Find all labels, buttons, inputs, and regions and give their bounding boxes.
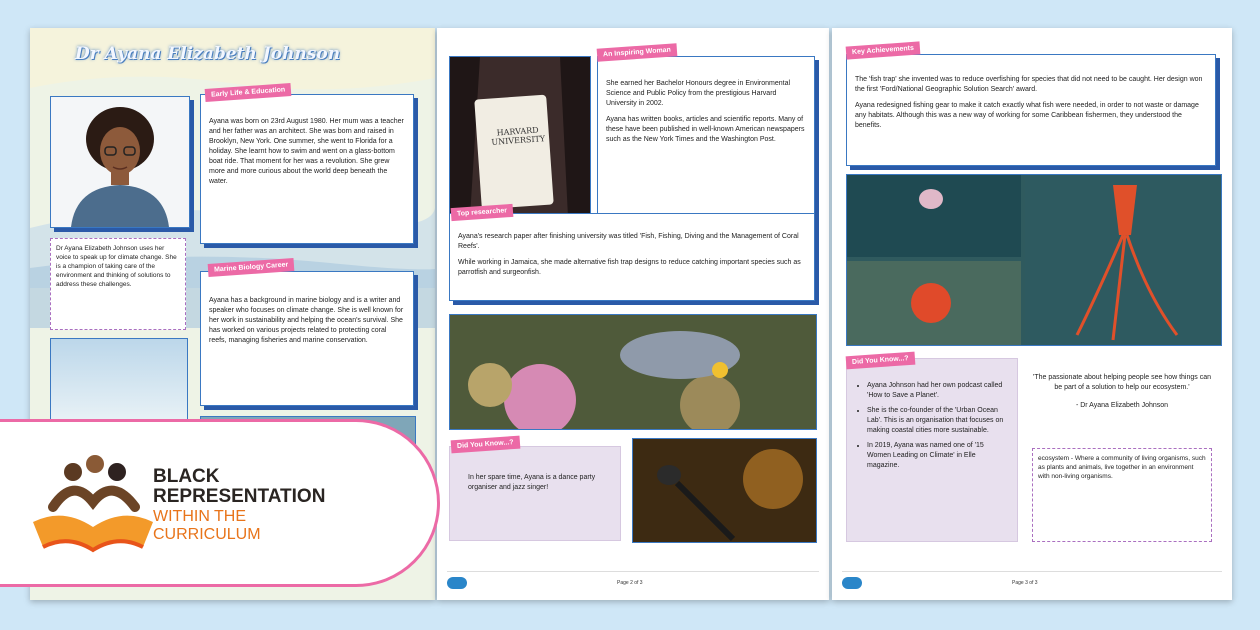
- page-two-footer: [447, 571, 819, 594]
- did-you-know-item: • She is the co-founder of the 'Urban Ocean Lab'. This is an organisation that focuses on making coastal cities more sustainable.: [867, 406, 1007, 436]
- brand-banner: [0, 419, 440, 587]
- top-researcher-tag: Top researcher: [451, 204, 514, 221]
- did-you-know-list: [857, 381, 1007, 471]
- portrait-image: [50, 96, 190, 228]
- early-life-box: [200, 94, 414, 244]
- quote-author: - Dr Ayana Elizabeth Johnson: [1075, 402, 1169, 409]
- achievements-text-2: Ayana redesigned fishing gear to make it catch exactly what fish were needed, in order to not waste or damage any habitats. Although this was a new way of working for some Caribbean fishermen, they understood the benefits.: [855, 102, 1199, 129]
- did-you-know-list-box: [846, 358, 1018, 542]
- glossary-text: ecosystem - Where a community of living organisms, such as plants and animals, live together in an environment with non-living organisms.: [1038, 455, 1206, 480]
- microphone-icon: [633, 439, 816, 542]
- early-life-tag: Early Life & Education: [205, 83, 292, 102]
- did-you-know-box: [449, 446, 621, 541]
- key-achievements-tag: Key Achievements: [846, 41, 921, 59]
- did-you-know-tag-2: Did You Know...?: [846, 352, 915, 370]
- intro-text: Dr Ayana Elizabeth Johnson uses her voice to speak up for climate change. She is a champion of taking care of the environment and thinking of solutions to address these challenges.: [56, 245, 177, 288]
- did-you-know-item: • Ayana Johnson had her own podcast called 'How to Save a Planet'.: [867, 381, 1007, 401]
- footer-page-number: Page 2 of 3: [617, 580, 643, 586]
- woman-portrait-icon: [51, 97, 189, 227]
- marine-career-box: [200, 271, 414, 406]
- footer-page-number: Page 3 of 3: [1012, 580, 1038, 586]
- harvard-sign-text: HARVARD UNIVERSITY: [491, 125, 546, 147]
- coral-reef-image: [449, 314, 817, 430]
- key-achievements-box: [846, 54, 1216, 166]
- brand-line-3: WITHIN THE: [153, 508, 247, 525]
- twinkl-logo-icon: [842, 577, 862, 589]
- inspiring-text-1: She earned her Bachelor Honours degree in Environmental Science and Public Policy from the prestigious Harvard University in 2002.: [606, 80, 791, 107]
- achievements-text-1: The 'fish trap' she invented was to reduce overfishing for species that did not need to be caught. Her design won the first 'Ford/National Geographic Solution Search' award.: [855, 76, 1203, 93]
- coral-fish-icon: [450, 315, 816, 429]
- did-you-know-item: • In 2019, Ayana was named one of '15 Women Leading on Climate' in Elle magazine.: [867, 441, 1007, 471]
- squid-fish-icon: [847, 175, 1221, 345]
- clouds-image: [50, 338, 188, 420]
- quote-block: [1032, 373, 1212, 411]
- marine-career-text: Ayana has a background in marine biology and is a writer and speaker who focuses on climate change. She is well known for her work in sustainability and helping the ocean's survival. She has worked on various projects related to protecting coral reefs, managing fisheries and marine conservation.: [209, 297, 404, 344]
- early-life-text: Ayana was born on 23rd August 1980. Her mum was a teacher and her father was an architect. She was born and raised in Brooklyn, New York. One summer, she went to Florida for a holiday. She learnt how to swim and went on a glass-bottom boat ride. That moment for her was a revolution. She grew more and more curious about the world deep beneath the water.: [209, 118, 404, 185]
- glossary-box: [1032, 448, 1212, 542]
- page-title: Dr Ayana Elizabeth Johnson: [75, 44, 341, 64]
- page-two: [437, 28, 829, 600]
- page-three-footer: [842, 571, 1222, 594]
- deep-sea-creatures-image: [846, 174, 1222, 346]
- harvard-image: [449, 56, 591, 218]
- brand-line-1: BLACK: [153, 466, 220, 487]
- did-you-know-text: In her spare time, Ayana is a dance party organiser and jazz singer!: [468, 474, 596, 491]
- did-you-know-tag: Did You Know...?: [451, 436, 520, 454]
- top-researcher-text-1: Ayana's research paper after finishing university was titled 'Fish, Fishing, Diving and the Management of Coral Reefs'.: [458, 233, 799, 250]
- intro-box: [50, 238, 186, 330]
- inspiring-woman-box: [597, 56, 815, 216]
- twinkl-logo-icon: [447, 577, 467, 589]
- book-people-logo-icon: [23, 452, 163, 562]
- quote-text: 'The passionate about helping people see how things can be part of a solution to help our ecosystem.': [1032, 374, 1212, 391]
- microphone-image: [632, 438, 817, 543]
- top-researcher-text-2: While working in Jamaica, she made alternative fish trap designs to reduce catching important species such as parrotfish and surgeonfish.: [458, 259, 801, 276]
- inspiring-woman-tag: An Inspiring Woman: [597, 43, 678, 62]
- top-researcher-box: [449, 213, 815, 301]
- brand-line-2: REPRESENTATION: [153, 486, 326, 507]
- page-three: [832, 28, 1232, 600]
- marine-career-tag: Marine Biology Career: [208, 258, 295, 277]
- brand-line-4: CURRICULUM: [153, 526, 261, 543]
- inspiring-text-2: Ayana has written books, articles and scientific reports. Many of these have been published in well-known American newspapers such as the New York Times and the Washington Post.: [606, 116, 805, 143]
